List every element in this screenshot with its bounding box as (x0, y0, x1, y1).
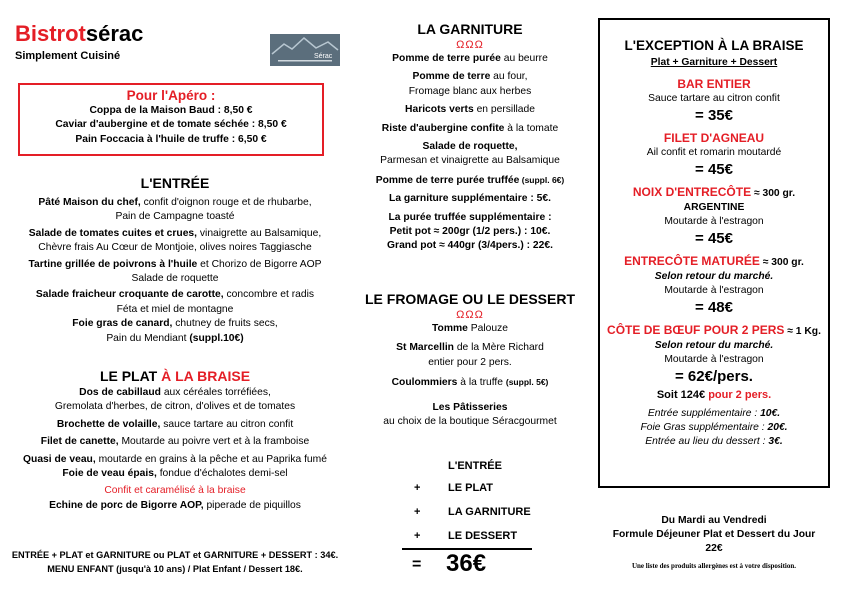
formula-garniture: + LA GARNITURE (414, 506, 531, 518)
brand-tagline: Simplement Cuisiné (15, 50, 121, 62)
entree-item: Pain du Mendiant (suppl.10€) (106, 332, 244, 344)
noix-title: NOIX D'ENTRECÔTE ≈ 300 gr. (632, 185, 796, 199)
aperitif-item: Pain Foccacia à l'huile de truffe : 6,50 € (75, 133, 267, 145)
boeuf-total: Soit 124€ pour 2 pers. (656, 389, 772, 401)
noix-price: = 45€ (695, 230, 733, 247)
logo-text: Sérac (314, 53, 333, 60)
entree-item: Salade de roquette (131, 273, 219, 285)
mountain-logo-icon (270, 34, 340, 66)
maturee-desc: Moutarde à l'estragon (664, 285, 764, 296)
lunch-days: Du Mardi au Vendredi (661, 515, 767, 526)
omega-ornament-icon: ΩΩΩ (456, 39, 484, 51)
plat-title: LE PLAT À LA BRAISE (99, 368, 251, 384)
brand-name: Bistrotsérac (15, 21, 144, 46)
boeuf-desc: Moutarde à l'estragon (664, 354, 764, 365)
plat-item: Dos de cabillaud aux céréales torréfiées, (79, 387, 271, 398)
truffle-small: Petit pot ≈ 200gr (1/2 pers.) : 10€. (389, 226, 551, 238)
plat-item: Foie de veau épais, fondue d'échalotes demi-sel (62, 468, 288, 480)
fromage-item: Tomme Palouze (432, 323, 508, 334)
formula-entree: L'ENTRÉE (448, 460, 502, 472)
noix-desc: Moutarde à l'estragon (664, 216, 764, 227)
entree-item: Pain de Campagne toasté (115, 211, 235, 223)
truffle-extra: La purée truffée supplémentaire : (388, 211, 552, 223)
allergen-note: Une liste des produits allergènes est à votre disposition. (631, 562, 797, 570)
garniture-title: LA GARNITURE (417, 21, 523, 37)
bar-title: BAR ENTIER (677, 77, 751, 91)
bar-desc: Sauce tartare au citron confit (648, 93, 780, 104)
exception-subtitle: Plat + Garniture + Dessert (650, 57, 778, 68)
exception-title: L'EXCEPTION À LA BRAISE (624, 38, 804, 53)
formula-block (398, 456, 548, 580)
fromage-item: St Marcellin de la Mère Richard (396, 342, 544, 354)
lunch-price: 22€ (705, 543, 723, 554)
garniture-item: Fromage blanc aux herbes (408, 85, 532, 97)
noix-origin: ARGENTINE (683, 202, 745, 213)
boeuf-note: Selon retour du marché. (654, 340, 774, 351)
fromage-item: Coulommiers à la truffe (suppl. 5€) (391, 377, 549, 389)
boeuf-price: = 62€/pers. (675, 368, 753, 385)
entree-item: Féta et miel de montagne (116, 303, 234, 315)
entree-item: Salade fraicheur croquante de carotte, concombre et radis (35, 289, 315, 301)
aperitif-title: Pour l'Apéro : (126, 88, 216, 103)
fromage-section (340, 290, 600, 429)
supplement-foie-gras: Foie Gras supplémentaire : 20€. (640, 422, 788, 433)
exception-box (598, 18, 830, 488)
maturee-price: = 48€ (695, 299, 733, 316)
supplement-entree: Entrée supplémentaire : 10€. (647, 408, 781, 419)
garniture-item: Salade de roquette, (422, 141, 518, 153)
plat-item: Filet de canette, Moutarde au poivre vert et à la framboise (40, 436, 310, 448)
garniture-item: Pomme de terre au four, (412, 71, 528, 83)
agneau-title: FILET D'AGNEAU (663, 131, 765, 145)
lunch-block (598, 514, 830, 570)
plat-item: Brochette de volaille, sauce tartare au citron confit (56, 418, 294, 430)
aperitif-item: Coppa de la Maison Baud : 8,50 € (89, 105, 253, 116)
formula-plat: + LE PLAT (414, 482, 494, 494)
plat-item: Confit et caramélisé à la braise (104, 485, 246, 497)
aperitif-box (18, 83, 324, 156)
agneau-desc: Ail confit et romarin moutardé (646, 147, 782, 158)
menu-formula: ENTRÉE + PLAT et GARNITURE ou PLAT et GARNITURE + DESSERT : 34€. (11, 550, 339, 560)
boeuf-title: CÔTE DE BŒUF POUR 2 PERS ≈ 1 Kg. (607, 323, 821, 337)
truffle-large: Grand pot ≈ 440gr (3/4pers.) : 22€. (387, 240, 553, 252)
entree-item: Pâté Maison du chef, confit d'oignon rouge et de rhubarbe, (38, 197, 312, 208)
omega-ornament-icon: ΩΩΩ (456, 309, 484, 321)
garniture-item: Pomme de terre purée au beurre (392, 53, 548, 64)
formula-total: = 36€ (412, 550, 487, 577)
formula-dessert: + LE DESSERT (414, 530, 518, 542)
maturee-note: Selon retour du marché. (654, 271, 774, 282)
brand-logo (270, 34, 340, 66)
entree-section (0, 175, 350, 346)
bar-price: = 35€ (695, 107, 733, 124)
garniture-extra: La garniture supplémentaire : 5€. (389, 193, 551, 205)
garniture-item: Haricots verts en persillade (405, 104, 535, 116)
supplement-swap: Entrée au lieu du dessert : 3€. (645, 436, 783, 447)
maturee-title: ENTRECÔTE MATURÉE ≈ 300 gr. (624, 254, 804, 268)
footer-left (0, 548, 350, 576)
entree-item: Chèvre frais Au Cœur de Montjoie, olives noires Taggiasche (38, 242, 312, 254)
garniture-item: Pomme de terre purée truffée (suppl. 6€) (375, 174, 565, 186)
entree-item: Salade de tomates cuites et crues, vinaigrette au Balsamique, (28, 227, 322, 239)
fromage-item: Les Pâtisseries (432, 401, 508, 413)
aperitif-item: Caviar d'aubergine et de tomate séchée : 8,50 € (55, 119, 287, 131)
fromage-item: entier pour 2 pers. (428, 356, 512, 368)
kids-menu: MENU ENFANT (jusqu'à 10 ans) / Plat Enfant / Dessert 18€. (47, 564, 303, 574)
plat-item: Gremolata d'herbes, de citron, d'olives et de tomates (54, 401, 296, 413)
garniture-item: Parmesan et vinaigrette au Balsamique (380, 155, 560, 167)
garniture-item: Riste d'aubergine confite à la tomate (381, 122, 559, 134)
plat-item: Echine de porc de Bigorre AOP, piperade de piquillos (49, 499, 301, 511)
lunch-formula: Formule Déjeuner Plat et Dessert du Jour (612, 529, 816, 540)
agneau-price: = 45€ (695, 161, 733, 178)
formula-price: 36€ (446, 550, 487, 577)
garniture-section (340, 20, 600, 254)
fromage-item: au choix de la boutique Séracgourmet (383, 416, 557, 428)
plat-item: Quasi de veau, moutarde en grains à la pêche et au Paprika fumé (23, 453, 327, 465)
fromage-title: LE FROMAGE OU LE DESSERT (364, 291, 575, 307)
entree-title: L'ENTRÉE (140, 175, 210, 191)
entree-item: Foie gras de canard, chutney de fruits secs, (72, 318, 278, 330)
plat-section (0, 368, 350, 513)
entree-item: Tartine grillée de poivrons à l'huile et Chorizo de Bigorre AOP (28, 258, 322, 270)
